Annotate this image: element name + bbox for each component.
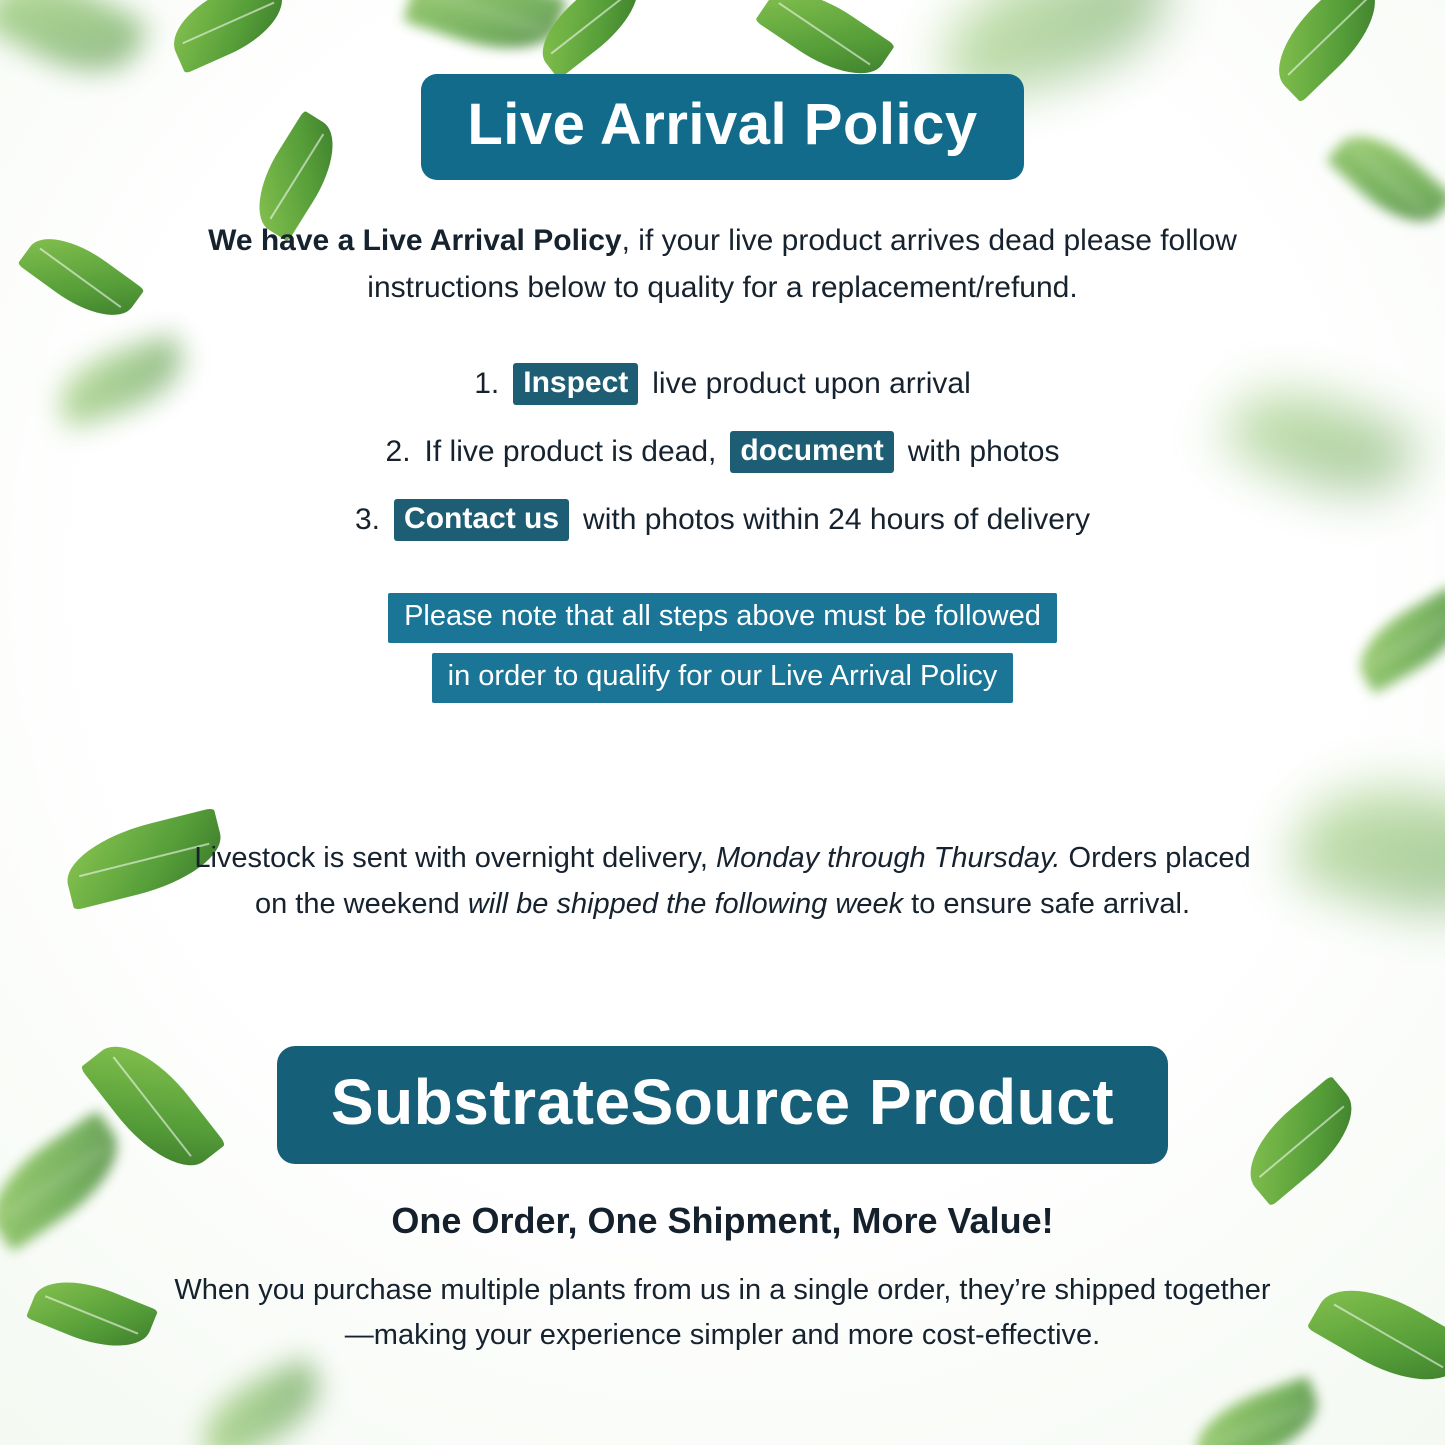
policy-note	[123, 593, 1323, 713]
step-text-before: If live product is dead,	[424, 435, 717, 468]
policy-intro	[168, 218, 1278, 311]
live-arrival-policy-title: Live Arrival Policy	[421, 74, 1023, 180]
product-body-text: When you purchase multiple plants from us in a single order, they’re shipped together—making your experience simpler and more cost-effective.	[174, 1273, 1271, 1351]
list-item	[123, 363, 1323, 405]
policy-note-line: in order to qualify for our Live Arrival Policy	[432, 653, 1014, 703]
shipping-line2-italic: will be shipped the following week	[467, 888, 904, 921]
shipping-info	[193, 835, 1253, 928]
policy-steps-list	[123, 363, 1323, 541]
step-text-after: with photos	[907, 435, 1060, 468]
shipping-line2-plain: Orders placed on the weekend	[254, 842, 1251, 921]
shipping-line1-plain: Livestock is sent with overnight delivery,	[194, 842, 717, 874]
step-highlight: Inspect	[513, 363, 638, 405]
shipping-line1-italic: Monday through Thursday.	[716, 842, 1061, 874]
shipping-line3-plain: to ensure safe arrival.	[911, 888, 1190, 921]
step-number: 2.	[385, 435, 411, 468]
list-item	[123, 499, 1323, 541]
step-number: 3.	[355, 503, 381, 536]
policy-intro-rest: , if your live product arrives dead please follow instructions below to quality for a replacement/refund.	[367, 224, 1237, 304]
policy-intro-lead: We have a Live Arrival Policy	[208, 224, 622, 257]
substratesource-product-banner: SubstrateSource Product	[277, 1046, 1168, 1164]
step-highlight: Contact us	[394, 499, 569, 541]
step-text-after: live product upon arrival	[652, 367, 971, 400]
product-subheading: One Order, One Shipment, More Value!	[391, 1199, 1054, 1241]
policy-note-line: Please note that all steps above must be followed	[388, 593, 1057, 643]
list-item	[123, 431, 1323, 473]
step-number: 1.	[474, 367, 500, 400]
step-text-after: with photos within 24 hours of delivery	[583, 503, 1090, 536]
step-highlight: document	[730, 431, 893, 473]
